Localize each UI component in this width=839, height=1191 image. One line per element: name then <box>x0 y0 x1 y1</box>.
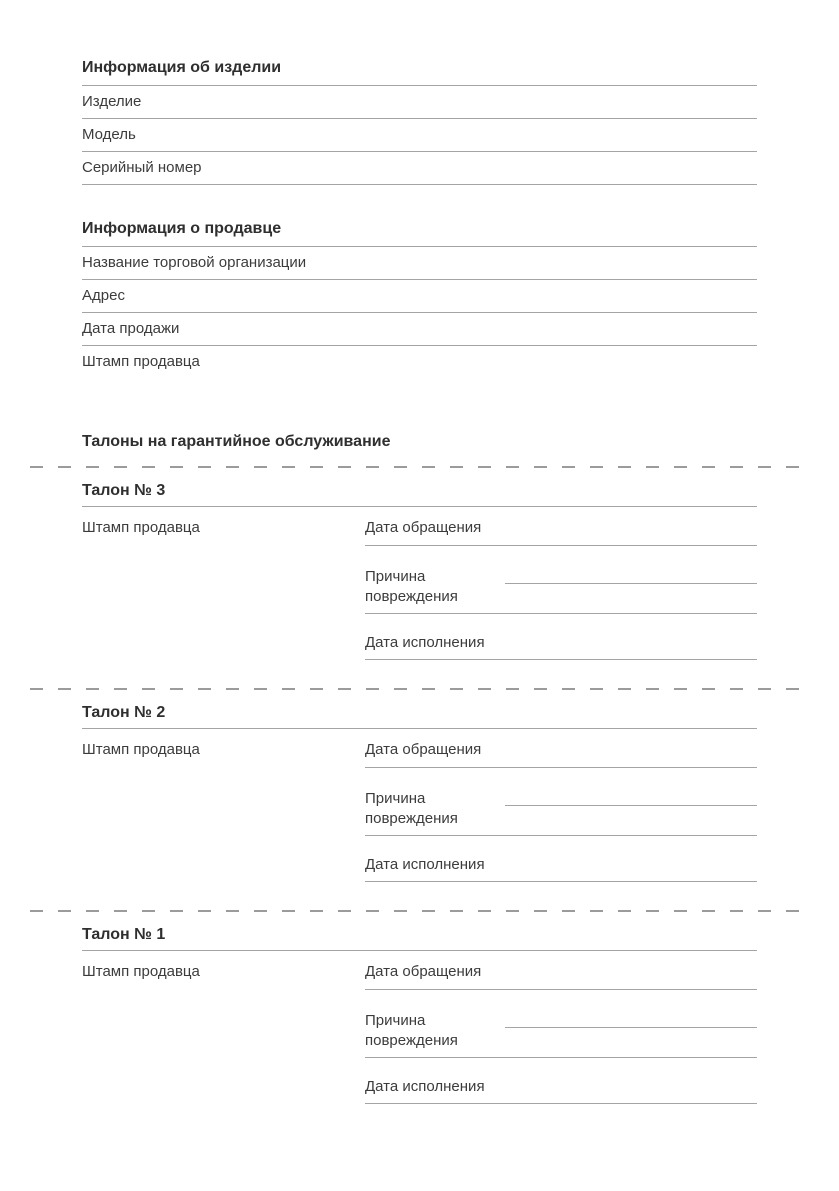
coupon-1-title: Талон № 1 <box>82 912 757 951</box>
completion-date-field <box>365 1077 757 1104</box>
completion-date-field <box>365 633 757 660</box>
completion-date-label: Дата исполнения <box>365 1078 485 1095</box>
serial-number-field <box>82 152 757 185</box>
coupon-1-fields <box>365 961 757 1118</box>
damage-cause-label: Причина повреждения <box>365 790 458 827</box>
coupon-3-title: Талон № 3 <box>82 468 757 507</box>
coupon-1 <box>82 912 757 1118</box>
damage-cause-write-line <box>505 583 757 584</box>
damage-cause-label: Причина повреждения <box>365 1012 458 1049</box>
completion-date-field <box>365 855 757 882</box>
model-field-label: Модель <box>82 126 136 143</box>
serial-number-field-label: Серийный номер <box>82 159 202 176</box>
coupon-2-stamp-label: Штамп продавца <box>82 741 200 758</box>
coupon-3 <box>82 468 757 674</box>
request-date-field <box>365 739 757 768</box>
coupon-3-stamp-label: Штамп продавца <box>82 519 200 536</box>
request-date-field <box>365 961 757 990</box>
completion-date-label: Дата исполнения <box>365 856 485 873</box>
request-date-field <box>365 517 757 546</box>
seller-info-heading: Информация о продавце <box>82 219 757 247</box>
request-date-label: Дата обращения <box>365 519 482 536</box>
coupon-2-body <box>82 729 757 896</box>
product-info-section <box>82 58 757 185</box>
address-field <box>82 280 757 313</box>
org-name-field-label: Название торговой организации <box>82 254 307 271</box>
coupon-2 <box>82 690 757 896</box>
model-field <box>82 119 757 152</box>
coupon-1-stamp-label: Штамп продавца <box>82 963 200 980</box>
coupon-2-title: Талон № 2 <box>82 690 757 729</box>
damage-cause-write-line <box>505 805 757 806</box>
seller-stamp-label: Штамп продавца <box>82 353 200 370</box>
request-date-label: Дата обращения <box>365 741 482 758</box>
seller-stamp-row <box>82 346 757 378</box>
completion-date-label: Дата исполнения <box>365 634 485 651</box>
coupon-3-body <box>82 507 757 674</box>
product-info-heading: Информация об изделии <box>82 58 757 86</box>
coupon-2-fields <box>365 739 757 896</box>
damage-cause-field <box>365 789 757 836</box>
address-field-label: Адрес <box>82 287 125 304</box>
org-name-field <box>82 247 757 280</box>
sale-date-field-label: Дата продажи <box>82 320 180 337</box>
damage-cause-field <box>365 567 757 614</box>
damage-cause-label: Причина повреждения <box>365 568 458 605</box>
coupon-3-fields <box>365 517 757 674</box>
sale-date-field <box>82 313 757 346</box>
damage-cause-field <box>365 1011 757 1058</box>
product-field-label: Изделие <box>82 93 142 110</box>
seller-info-section <box>82 219 757 378</box>
damage-cause-write-line <box>505 1027 757 1028</box>
coupon-1-body <box>82 951 757 1118</box>
coupons-section-heading: Талоны на гарантийное обслуживание <box>82 433 391 450</box>
product-field <box>82 86 757 119</box>
request-date-label: Дата обращения <box>365 963 482 980</box>
